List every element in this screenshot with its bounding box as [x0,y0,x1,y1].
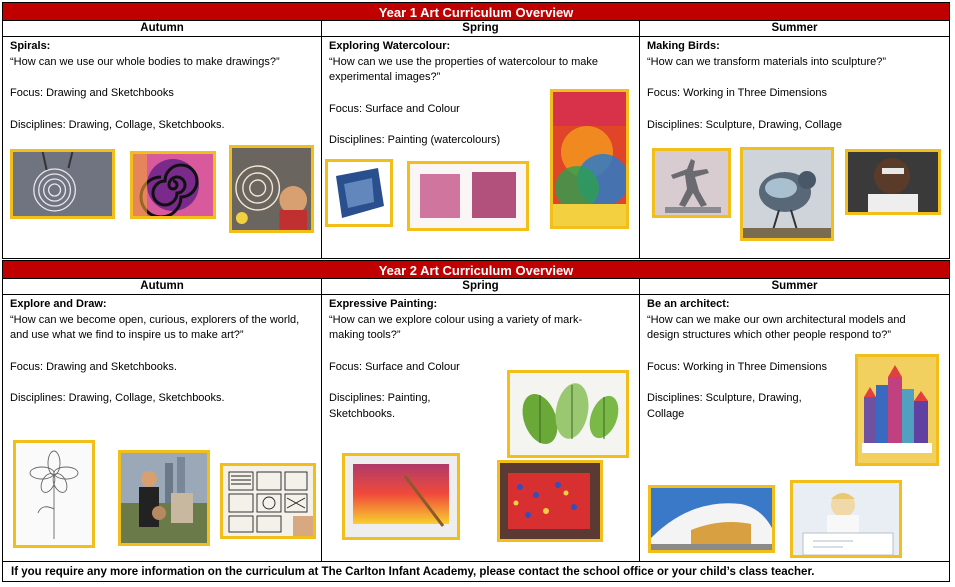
year1-summer-heading: Summer [771,22,818,34]
year1-summer-cell [640,37,949,258]
unit-disciplines: Disciplines: Drawing, Collage, Sketchbooks. [10,118,225,131]
colour-wheel-painting-photo [550,89,629,229]
unit-title: Spirals: [10,40,51,52]
architect-drawing-photo [790,480,902,558]
contact-footer: If you require any more information on the curriculum at The Carlton Infant Academy, please contact the school office or your child’s class teacher. [2,562,950,582]
watercolour-sunset-photo [342,453,460,540]
modern-building-photo [648,485,775,553]
unit-focus: Focus: Surface and Colour [329,102,460,115]
unit-focus: Focus: Drawing and Sketchbooks. [10,360,177,373]
unit-question: “How can we explore colour using a variety of mark-making tools?” [329,313,583,341]
year2-spring-cell [322,295,640,561]
unit-disciplines: Disciplines: Painting, Sketchbooks. [329,392,431,420]
unit-disciplines: Disciplines: Sculpture, Drawing, Collage [647,118,843,131]
child-drawing-spirals-photo [229,145,314,233]
year2-autumn-cell [3,295,322,561]
unit-question: “How can we make our own architectural models and design structures which other people respond to?” [647,313,906,341]
year2-banner: Year 2 Art Curriculum Overview [2,260,950,279]
year2-season-header [2,279,950,295]
red-mark-making-photo [497,460,603,542]
year1-spring-heading: Spring [322,21,640,36]
year1-spring-cell [322,37,640,258]
unit-focus: Focus: Drawing and Sketchbooks [10,87,174,99]
unit-question: “How can we use the properties of watercolour to make experimental images?” [329,55,599,83]
flower-sketch-photo [13,440,95,548]
unit-title: Making Birds: [647,40,720,52]
unit-title: Explore and Draw: [10,298,107,310]
unit-disciplines: Disciplines: Sculpture, Drawing, Collage [647,392,802,420]
unit-question: “How can we use our whole bodies to make drawings?” [10,55,280,68]
unit-title: Exploring Watercolour: [329,40,451,52]
paper-city-model-photo [855,354,939,466]
year2-summer-cell [640,295,949,561]
pattern-sketches-photo [220,463,316,539]
figure-sculpture-photo [652,148,731,218]
year1-season-header [2,21,950,37]
painted-leaves-photo [507,370,629,458]
unit-title: Expressive Painting: [329,298,438,310]
artist-painting-outdoors-photo [118,450,210,546]
year1-autumn-cell [3,37,322,258]
year1-banner: Year 1 Art Curriculum Overview [2,2,950,21]
unit-question: “How can we become open, curious, explorers of the world, and use what we find to inspire us to make art?” [10,313,300,341]
year2-autumn-heading: Autumn [3,279,322,294]
unit-focus: Focus: Surface and Colour [329,360,460,373]
year2-summer-heading: Summer [771,280,818,292]
year1-autumn-heading: Autumn [3,21,322,36]
child-making-sculpture-photo [845,149,941,215]
unit-disciplines: Disciplines: Painting (watercolours) [329,134,501,146]
chalk-spiral-photo [10,149,115,219]
year2-spring-heading: Spring [322,279,640,294]
unit-disciplines: Disciplines: Drawing, Collage, Sketchbooks. [10,392,225,404]
year2-cells [2,295,950,562]
painted-spiral-photo [130,151,216,219]
unit-focus: Focus: Working in Three Dimensions [647,87,827,99]
unit-question: “How can we transform materials into sculpture?” [647,55,887,68]
unit-title: Be an architect: [647,298,730,310]
year1-cells [2,37,950,259]
bird-sculpture-photo [740,147,834,241]
pink-watercolour-photo [407,161,529,231]
blue-watercolour-photo [325,159,393,227]
unit-focus: Focus: Working in Three Dimensions [647,360,827,373]
